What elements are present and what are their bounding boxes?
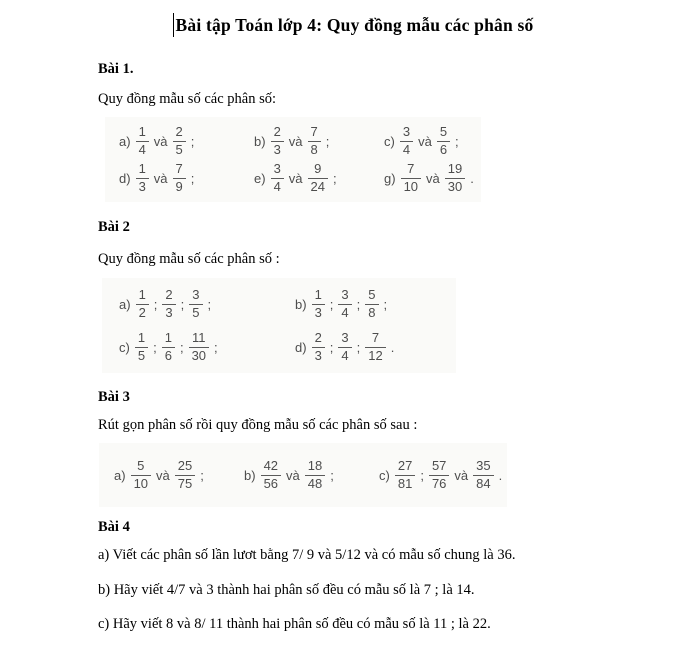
- fraction: [312, 288, 325, 320]
- exercise1-heading: Bài 1.: [98, 61, 134, 77]
- fraction-group-label: a): [119, 133, 131, 149]
- fraction-denominator: 24: [310, 178, 325, 194]
- fraction-denominator: 2: [138, 304, 146, 320]
- fraction: [338, 331, 351, 363]
- fraction: [162, 288, 175, 320]
- fraction-numerator: 1: [136, 162, 149, 179]
- fraction-numerator: 11: [189, 331, 209, 348]
- fraction-denominator: 30: [447, 178, 463, 194]
- fraction-separator: và: [288, 170, 303, 186]
- fraction-group: [119, 124, 254, 158]
- fraction-denominator: 8: [310, 141, 318, 157]
- document-title-text: Bài tập Toán lớp 4: Quy đồng mẫu các phân số: [175, 15, 534, 35]
- fraction: [445, 162, 465, 194]
- fraction: [175, 459, 195, 491]
- fraction-separator: ;: [356, 296, 361, 312]
- fraction-separator: ;: [179, 339, 184, 355]
- fraction-group-label: c): [119, 339, 130, 355]
- fraction-group-tail: ;: [383, 296, 388, 312]
- fraction: [365, 331, 385, 363]
- fraction-group-tail: ;: [200, 467, 204, 483]
- fraction-group: [295, 287, 455, 321]
- fraction-denominator: 3: [273, 141, 281, 157]
- fraction: [365, 288, 378, 320]
- fraction-denominator: 5: [192, 304, 200, 320]
- fraction-group-tail: ;: [190, 170, 195, 186]
- fraction-group-tail: ;: [455, 133, 459, 149]
- fraction-denominator: 3: [314, 304, 322, 320]
- fraction-group: [254, 161, 384, 195]
- fraction-group-label: b): [295, 296, 307, 312]
- exercise3-heading: Bài 3: [98, 389, 130, 405]
- fraction: [308, 125, 321, 157]
- fraction-separator: ;: [329, 296, 334, 312]
- fraction-denominator: 6: [439, 141, 448, 157]
- fraction-denominator: 3: [314, 347, 322, 363]
- fraction-group-tail: .: [470, 170, 474, 186]
- fraction-numerator: 5: [365, 288, 378, 305]
- fraction-separator: ;: [153, 339, 157, 355]
- fraction-group-tail: ;: [333, 170, 337, 186]
- fraction-denominator: 30: [191, 347, 207, 363]
- fraction-separator: ;: [329, 339, 334, 355]
- fraction: [189, 331, 209, 363]
- fraction-numerator: 2: [173, 125, 186, 142]
- fraction: [131, 459, 151, 491]
- fraction-denominator: 10: [133, 475, 149, 491]
- fraction-numerator: 3: [400, 125, 413, 142]
- exercise4-heading: Bài 4: [98, 519, 130, 535]
- fraction-denominator: 4: [273, 178, 281, 194]
- fraction-numerator: 3: [271, 162, 284, 179]
- fraction: [400, 125, 413, 157]
- fraction-separator: ;: [356, 339, 361, 355]
- fraction-group: [119, 287, 295, 321]
- fraction-group-label: a): [114, 467, 126, 483]
- fraction-numerator: 1: [136, 288, 149, 305]
- fraction-denominator: 4: [138, 141, 146, 157]
- fraction-denominator: 84: [476, 475, 491, 491]
- fraction-group-label: a): [119, 296, 131, 312]
- fraction-numerator: 1: [135, 331, 148, 348]
- fraction-denominator: 4: [341, 347, 349, 363]
- fraction-denominator: 6: [164, 347, 172, 363]
- fraction: [271, 162, 284, 194]
- fraction: [136, 125, 149, 157]
- fraction-separator: ;: [420, 467, 424, 483]
- fraction: [136, 162, 149, 194]
- fraction-separator: và: [418, 133, 432, 149]
- fraction-group-tail: ;: [207, 296, 212, 312]
- fraction: [473, 459, 493, 491]
- fraction-separator: và: [286, 467, 300, 483]
- fraction-numerator: 5: [131, 459, 151, 476]
- fraction-group: [244, 458, 379, 492]
- fraction-group: [119, 161, 254, 195]
- fraction: [136, 288, 149, 320]
- fraction-denominator: 4: [402, 141, 411, 157]
- fraction: [437, 125, 450, 157]
- fraction-denominator: 5: [175, 141, 183, 157]
- fraction-denominator: 12: [368, 347, 383, 363]
- fraction-numerator: 3: [338, 288, 351, 305]
- fraction: [189, 288, 202, 320]
- fraction-denominator: 9: [175, 178, 183, 194]
- fraction-numerator: 1: [162, 331, 175, 348]
- fraction: [338, 288, 351, 320]
- fraction-group-tail: ;: [190, 133, 195, 149]
- fraction: [308, 162, 328, 194]
- fraction-numerator: 3: [338, 331, 351, 348]
- fraction-numerator: 19: [445, 162, 465, 179]
- exercise4-line-a: a) Viết các phân số lần lươt bằng 7/ 9 và 5/12 và có mẫu số chung là 36.: [98, 547, 516, 563]
- fraction-numerator: 5: [437, 125, 450, 142]
- fraction-denominator: 81: [397, 475, 413, 491]
- fraction-separator: và: [454, 467, 469, 483]
- fraction-group-label: d): [119, 170, 131, 186]
- fraction-group-label: d): [295, 339, 307, 355]
- fraction-group-label: c): [384, 133, 395, 149]
- fraction-denominator: 56: [263, 475, 279, 491]
- fraction-group-label: g): [384, 170, 396, 186]
- fraction-group-tail: ;: [330, 467, 334, 483]
- fraction-numerator: 7: [308, 125, 321, 142]
- fraction-numerator: 7: [173, 162, 186, 179]
- fraction-separator: ;: [153, 296, 158, 312]
- fraction-numerator: 2: [312, 331, 325, 348]
- fraction-denominator: 3: [165, 304, 173, 320]
- fraction-group: [384, 124, 480, 158]
- exercise2-fractions-image[interactable]: [103, 279, 455, 372]
- exercise1-fractions-image[interactable]: [106, 118, 480, 201]
- text-cursor: [173, 13, 174, 37]
- fraction: [162, 331, 175, 363]
- fraction-denominator: 8: [368, 304, 376, 320]
- fraction-group-label: b): [254, 133, 266, 149]
- fraction-numerator: 3: [189, 288, 202, 305]
- fraction-numerator: 7: [365, 331, 385, 348]
- fraction-numerator: 57: [429, 459, 449, 476]
- fraction-numerator: 42: [261, 459, 281, 476]
- fraction-separator: và: [288, 133, 303, 149]
- fraction-numerator: 27: [395, 459, 415, 476]
- fraction-denominator: 75: [177, 475, 193, 491]
- fraction-group-tail: .: [390, 339, 395, 355]
- exercise3-instruction: Rút gọn phân số rồi quy đồng mẫu số các phân số sau :: [98, 417, 418, 433]
- exercise4-line-c: c) Hãy viết 8 và 8/ 11 thành hai phân số đều có mẫu số là 11 ; là 22.: [98, 616, 491, 632]
- fraction-denominator: 3: [138, 178, 146, 194]
- fraction: [173, 162, 186, 194]
- fraction-group: [295, 330, 455, 364]
- fraction-denominator: 10: [403, 178, 419, 194]
- fraction-group-tail: ;: [325, 133, 330, 149]
- fraction-numerator: 7: [401, 162, 421, 179]
- fraction: [135, 331, 148, 363]
- fraction-group-label: e): [254, 170, 266, 186]
- fraction-denominator: 48: [307, 475, 323, 491]
- fraction-numerator: 2: [271, 125, 284, 142]
- exercise1-instruction: Quy đồng mẫu số các phân số:: [98, 91, 276, 107]
- fraction-group-tail: .: [498, 467, 503, 483]
- fraction-separator: và: [153, 170, 168, 186]
- fraction-group: [119, 330, 295, 364]
- fraction-group: [379, 458, 506, 492]
- fraction-numerator: 35: [473, 459, 493, 476]
- fraction: [312, 331, 325, 363]
- fraction-group: [384, 161, 480, 195]
- fraction-group-label: b): [244, 467, 256, 483]
- fraction-numerator: 25: [175, 459, 195, 476]
- exercise3-fractions-image[interactable]: [100, 444, 506, 506]
- fraction-denominator: 5: [137, 347, 146, 363]
- fraction-numerator: 9: [308, 162, 328, 179]
- fraction: [271, 125, 284, 157]
- exercise2-instruction: Quy đồng mẫu số các phân số :: [98, 251, 280, 267]
- fraction-denominator: 76: [431, 475, 447, 491]
- exercise4-line-b: b) Hãy viết 4/7 và 3 thành hai phân số đều có mẫu số là 7 ; là 14.: [98, 582, 475, 598]
- fraction-numerator: 1: [136, 125, 149, 142]
- fraction-separator: và: [156, 467, 170, 483]
- fraction-group: [114, 458, 244, 492]
- fraction: [429, 459, 449, 491]
- fraction: [261, 459, 281, 491]
- fraction: [173, 125, 186, 157]
- fraction-group-label: c): [379, 467, 390, 483]
- fraction-group: [254, 124, 384, 158]
- fraction: [401, 162, 421, 194]
- fraction-separator: và: [153, 133, 168, 149]
- fraction-numerator: 2: [162, 288, 175, 305]
- document-title: [98, 11, 608, 40]
- fraction: [305, 459, 325, 491]
- fraction-separator: ;: [180, 296, 185, 312]
- fraction-separator: và: [426, 170, 440, 186]
- exercise2-heading: Bài 2: [98, 219, 130, 235]
- fraction-group-tail: ;: [214, 339, 218, 355]
- fraction-numerator: 1: [312, 288, 325, 305]
- fraction: [395, 459, 415, 491]
- fraction-numerator: 18: [305, 459, 325, 476]
- fraction-denominator: 4: [341, 304, 349, 320]
